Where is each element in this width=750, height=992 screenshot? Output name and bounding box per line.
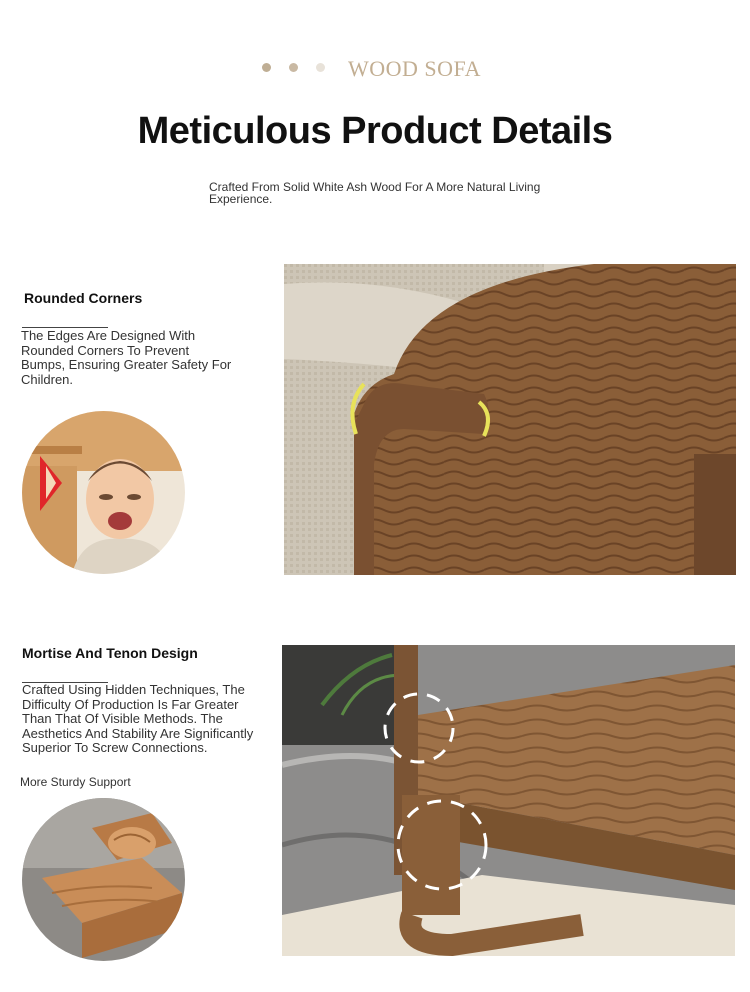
page-subtitle: Crafted From Solid White Ash Wood For A More Natural Living Experience. xyxy=(209,180,541,206)
dot-1 xyxy=(262,63,271,72)
dot-3 xyxy=(316,63,325,72)
section-2-heading: Mortise And Tenon Design xyxy=(22,645,198,661)
rounded-armrest-photo xyxy=(284,264,736,575)
crying-baby-photo xyxy=(22,411,185,574)
mortise-joint-photo xyxy=(282,645,735,956)
brand-label: WOOD SOFA xyxy=(348,56,482,81)
dot-2 xyxy=(289,63,298,72)
decorative-dots xyxy=(262,63,325,72)
section-2-text: Crafted Using Hidden Techniques, The Difficulty Of Production Is Far Greater Than That Of Visible Methods. The Aesthetics And Stability Are Significantly Superior To Screw Connections. xyxy=(22,682,254,755)
section-1-text: The Edges Are Designed With Rounded Corners To Prevent Bumps, Ensuring Greater Safety For Children. xyxy=(21,328,232,387)
tenon-closeup-photo xyxy=(22,798,185,961)
page-title: Meticulous Product Details xyxy=(137,110,613,152)
section-2-note: More Sturdy Support xyxy=(20,775,131,789)
section-1-heading: Rounded Corners xyxy=(24,290,143,306)
